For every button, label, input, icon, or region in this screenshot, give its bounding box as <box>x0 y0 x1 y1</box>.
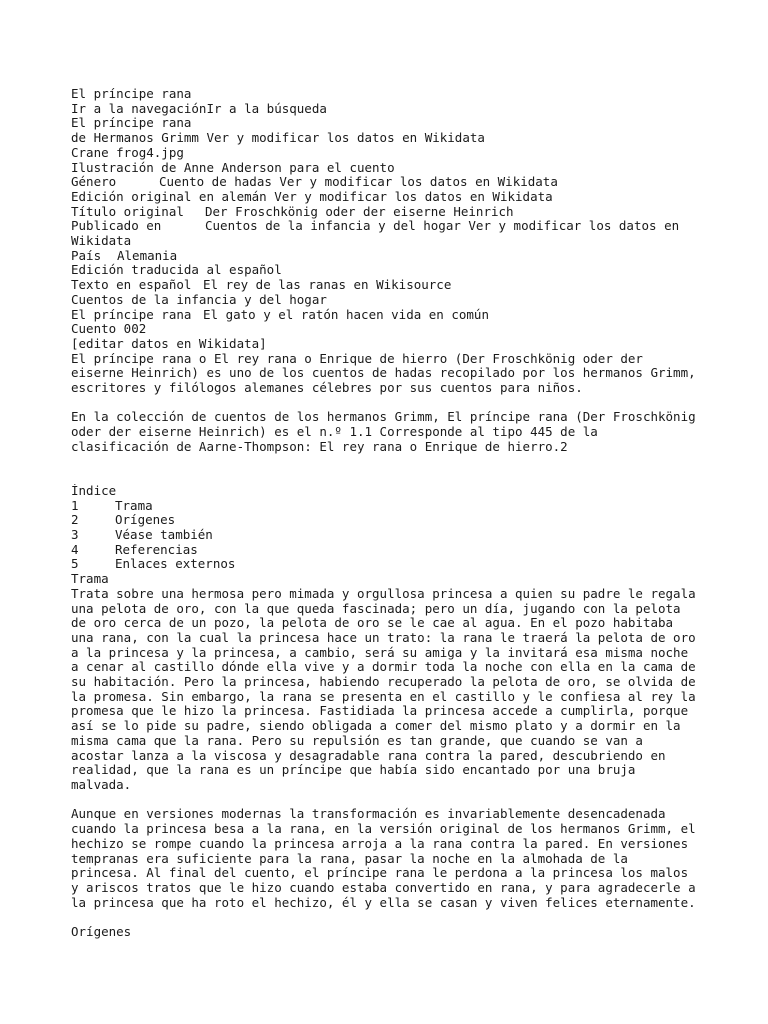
trama-line: misma cama que la rana. Pero su repulsión es tan grande, que cuando se van a <box>71 733 643 748</box>
intro2-line: oder der eiserne Heinrich) es el n.º 1.1 Corresponde al tipo 445 de la <box>71 425 598 440</box>
titulo-value: Der Froschkönig oder der eiserne Heinrich <box>205 203 514 219</box>
trama-line: de oro cerca de un pozo, la pelota de oro se le cae al agua. En el pozo habitaba <box>71 616 674 631</box>
section-heading-trama: Trama <box>71 572 109 587</box>
document-body <box>71 87 711 940</box>
tale-number: Cuento 002 <box>71 322 147 337</box>
toc-item[interactable] <box>71 528 711 543</box>
trama-line: tempranas era suficiente para la rana, pasar la noche en la almohada de la <box>71 851 628 866</box>
pais-value[interactable]: Alemania <box>117 247 178 263</box>
section-heading-origenes: Orígenes <box>71 925 132 939</box>
spacer <box>71 455 711 470</box>
texto-label: Texto en español <box>71 277 192 293</box>
trama-line: una rana, con la cual la princesa hace un trato: la rana le traerá la pelota de oro <box>71 630 696 645</box>
infobox-row-genero <box>71 175 711 190</box>
trama-line: la princesa que ha roto el hechizo, él y ella se casan y viven felices eternamente. <box>71 895 696 910</box>
toc-number: 4 <box>71 541 79 557</box>
toc-label[interactable]: Enlaces externos <box>115 556 236 572</box>
author-line[interactable]: de Hermanos Grimm Ver y modificar los datos en Wikidata <box>71 131 485 146</box>
toc-item[interactable] <box>71 513 711 528</box>
infobox-row-texto <box>71 278 711 293</box>
intro-line: eiserne Heinrich) es uno de los cuentos de hadas recopilado por los hermanos Grimm, <box>71 366 696 381</box>
toc-heading: Índice <box>71 483 117 498</box>
trama-line: Aunque en versiones modernas la transformación es invariablemente desencadenada <box>71 807 666 822</box>
page-title: El príncipe rana <box>71 87 192 101</box>
spacer <box>71 469 711 484</box>
intro-line: escritores y filólogos alemanes célebres por sus cuentos para niños. <box>71 381 583 396</box>
trama-line: realidad, que la rana es un príncipe que había sido encantado por una bruja <box>71 763 636 778</box>
intro2-line: clasificación de Aarne-Thompson: El rey rana o Enrique de hierro.2 <box>71 439 568 454</box>
toc-number: 3 <box>71 527 79 543</box>
trama-line: Trata sobre una hermosa pero mimada y orgullosa princesa a quien su padre le regala <box>71 586 696 601</box>
image-caption: Ilustración de Anne Anderson para el cuento <box>71 160 395 175</box>
toc-label[interactable]: Véase también <box>115 527 213 543</box>
collection-name[interactable]: Cuentos de la infancia y del hogar <box>71 292 327 307</box>
toc-label[interactable]: Trama <box>115 497 153 513</box>
trama-line: acostar lanza a la viscosa y desagradable rana contra la pared, descubriendo en <box>71 748 666 763</box>
edicion-original: Edición original en alemán Ver y modificar los datos en Wikidata <box>71 189 553 204</box>
trama-line: a cenar al castillo dónde ella vive y a dormir toda la noche con ella en la cama de <box>71 660 696 675</box>
intro2-line: En la colección de cuentos de los hermanos Grimm, El príncipe rana (Der Froschkönig <box>71 410 696 425</box>
pais-label: País <box>71 247 102 263</box>
edicion-traducida: Edición traducida al español <box>71 263 282 278</box>
texto-value[interactable]: El rey de las ranas en Wikisource <box>203 277 452 293</box>
toc-number: 2 <box>71 512 79 528</box>
toc-item[interactable] <box>71 499 711 514</box>
trama-line: malvada. <box>71 778 132 792</box>
publicado-continuation[interactable]: Wikidata <box>71 234 132 249</box>
infobox-row-titulo <box>71 205 711 220</box>
trama-line: princesa. Al final del cuento, el príncipe rana le perdona a la princesa los malos <box>71 866 689 881</box>
trama-line: así se lo pide su padre, siendo obligada a comer del mismo plato y a dormir en la <box>71 719 681 734</box>
toc-number: 1 <box>71 497 79 513</box>
toc-label[interactable]: Referencias <box>115 541 198 557</box>
trama-line: una pelota de oro, con la que queda fascinada; pero un día, jugando con la pelota <box>71 601 681 616</box>
trama-line: la promesa. Sin embargo, la rana se presenta en el castillo y le confiesa al rey la <box>71 689 696 704</box>
intro-line: El príncipe rana o El rey rana o Enrique de hierro (Der Froschkönig oder der <box>71 351 643 366</box>
publicado-value[interactable]: Cuentos de la infancia y del hogar Ver y modificar los datos en <box>205 218 680 234</box>
series-nav <box>71 308 711 323</box>
trama-line: cuando la princesa besa a la rana, en la versión original de los hermanos Grimm, el <box>71 822 696 837</box>
series-next-link[interactable]: El gato y el ratón hacen vida en común <box>203 306 489 322</box>
series-current: El príncipe rana <box>71 306 192 322</box>
trama-line: y ariscos tratos que le hizo cuando estaba convertido en rana, y para agradecerle a <box>71 880 696 895</box>
infobox-title: El príncipe rana <box>71 116 192 131</box>
skip-links[interactable]: Ir a la navegaciónIr a la búsqueda <box>71 101 327 116</box>
infobox-row-publicado <box>71 219 711 234</box>
publicado-label: Publicado en <box>71 218 162 234</box>
titulo-label: Título original <box>71 203 184 219</box>
trama-line: a la princesa y la princesa, a cambio, será su amiga y la invitará esa misma noche <box>71 645 689 660</box>
toc-number: 5 <box>71 556 79 572</box>
trama-line: hechizo se rompe cuando la princesa arroja a la rana contra la pared. En versiones <box>71 836 689 851</box>
trama-line: promesa que le hizo la princesa. Fastidiada la princesa accede a cumplirla, porque <box>71 704 689 719</box>
toc-label[interactable]: Orígenes <box>115 512 176 528</box>
toc-item[interactable] <box>71 557 711 572</box>
spacer <box>71 396 711 411</box>
genero-value[interactable]: Cuento de hadas Ver y modificar los datos en Wikidata <box>159 174 558 190</box>
spacer <box>71 910 711 925</box>
genero-label: Género <box>71 174 117 190</box>
image-filename[interactable]: Crane frog4.jpg <box>71 145 184 160</box>
trama-line: su habitación. Pero la princesa, habiendo recuperado la pelota de oro, se olvida de <box>71 675 696 690</box>
infobox-row-pais <box>71 249 711 264</box>
toc-item[interactable] <box>71 543 711 558</box>
edit-wikidata-link[interactable]: [editar datos en Wikidata] <box>71 336 267 351</box>
spacer <box>71 793 711 808</box>
